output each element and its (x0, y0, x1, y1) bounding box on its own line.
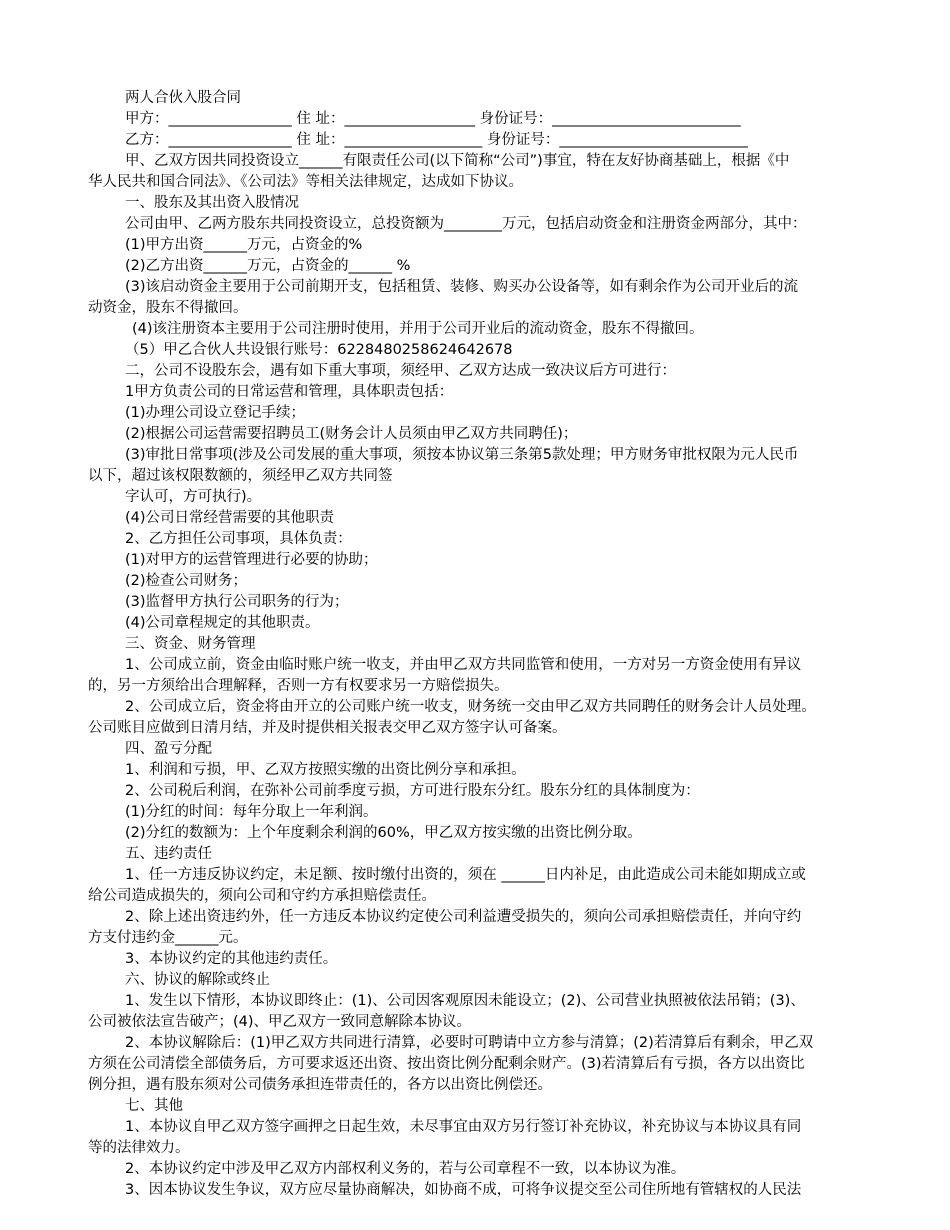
paragraph-line: 1、发生以下情形，本协议即终止：(1)、公司因客观原因未能设立；(2)、公司营业执照被依法吊销；(3)、 (125, 993, 805, 1009)
section-heading-6: 六、协议的解除或终止 (125, 972, 270, 988)
bank-account-line: （5）甲乙合伙人共设银行账号：6228480258624642678 (125, 342, 513, 358)
paragraph-line: 1、任一方违反协议约定，未足额、按时缴付出资的，须在 ______日内补足，由此造成公司未能如期成立或 (125, 867, 806, 883)
paragraph-line: 1、本协议自甲乙双方签字画押之日起生效，未尽事宜由双方另行签订补充协议，补充协议与本协议具有同 (125, 1119, 802, 1135)
paragraph-line: (1)甲方出资______万元，占资金的% (125, 237, 363, 253)
section-heading-2: 二，公司不设股东会，遇有如下重大事项，须经甲、乙双方达成一致决议后方可进行： (125, 363, 676, 379)
section-heading-4: 四、盈亏分配 (125, 741, 212, 757)
paragraph-line: 2、除上述出资违约外，任一方违反本协议约定使公司利益遭受损失的，须向公司承担赔偿责任，并向守约 (125, 909, 802, 925)
paragraph-line: 甲、乙双方因共同投资设立______有限责任公司(以下简称“公司”)事宜，特在友好协商基础上，根据《中 (125, 153, 790, 169)
paragraph-line: 公司由甲、乙两方股东共同投资设立，总投资额为________万元，包括启动资金和注册资金两部分，其中： (125, 216, 807, 232)
paragraph-line: (4)公司日常经营需要的其他职责 (125, 510, 335, 526)
party-b-info-line: 乙方：_________________ 住 址：___________________ 身份证号：__________________________ (125, 132, 748, 148)
paragraph-line: 动资金，股东不得撤回。 (88, 300, 248, 316)
paragraph-line: 2、公司税后利润，在弥补公司前季度亏损，方可进行股东分红。股东分红的具体制度为： (125, 783, 700, 799)
paragraph-line: 的，另一方须给出合理解释，否则一方有权要求另一方赔偿损失。 (88, 678, 509, 694)
paragraph-line: 华人民共和国合同法》、《公司法》等相关法律规定，达成如下协议。 (88, 174, 523, 190)
paragraph-line: 字认可，方可执行)。 (125, 489, 262, 505)
section-heading-7: 七、其他 (125, 1098, 183, 1114)
paragraph-line: 以下，超过该权限数额的，须经甲乙双方共同签 (88, 468, 393, 484)
paragraph-line: (2)分红的数额为：上个年度剩余利润的60%，甲乙双方按实缴的出资比例分取。 (125, 825, 642, 841)
paragraph-line: 公司账目应做到日清月结，并及时提供相关报表交甲乙双方签字认可备案。 (88, 720, 567, 736)
paragraph-line: (2)乙方出资______万元，占资金的______ % (125, 258, 411, 274)
paragraph-line: 例分担，遇有股东须对公司债务承担连带责任的，各方以出资比例偿还。 (88, 1077, 552, 1093)
paragraph-line: 2、本协议约定中涉及甲乙双方内部权利义务的，若与公司章程不一致，以本协议为准。 (125, 1161, 686, 1177)
paragraph-line: (1)分红的时间：每年分取上一年利润。 (125, 804, 378, 820)
paragraph-line: 公司被依法宣告破产；(4)、甲乙双方一致同意解除本协议。 (88, 1014, 472, 1030)
paragraph-line: 2、乙方担任公司事项，具体负责： (125, 531, 352, 547)
paragraph-line: 1甲方负责公司的日常运营和管理，具体职责包括： (125, 384, 454, 400)
paragraph-line: (3)该启动资金主要用于公司前期开支，包括租赁、装修、购买办公设备等，如有剩余作为公司开业后的流 (125, 279, 799, 295)
paragraph-line: 等的法律效力。 (88, 1140, 190, 1156)
paragraph-line: (2)检查公司财务； (125, 573, 248, 589)
section-heading-3: 三、资金、财务管理 (125, 636, 256, 652)
document-title: 两人合伙入股合同 (125, 90, 241, 106)
paragraph-line: 方须在公司清偿全部债务后，方可要求返还出资、按出资比例分配剩余财产。(3)若清算后有亏损，各方以出资比 (88, 1056, 805, 1072)
section-heading-1: 一、股东及其出资入股情况 (125, 195, 299, 211)
paragraph-line: 1、利润和亏损，甲、乙双方按照实缴的出资比例分享和承担。 (125, 762, 526, 778)
paragraph-line: (4)公司章程规定的其他职责。 (125, 615, 320, 631)
paragraph-line: (3)监督甲方执行公司职务的行为； (125, 594, 349, 610)
paragraph-line: (4)该注册资本主要用于公司注册时使用，并用于公司开业后的流动资金，股东不得撤回。 (132, 321, 704, 337)
paragraph-line: 方支付违约金______元。 (88, 930, 248, 946)
paragraph-line: 1、公司成立前，资金由临时账户统一收支，并由甲乙双方共同监管和使用，一方对另一方资金使用有异议 (125, 657, 802, 673)
paragraph-line: 3、本协议约定的其他违约责任。 (125, 951, 338, 967)
paragraph-line: (1)对甲方的运营管理进行必要的协助； (125, 552, 378, 568)
paragraph-line: (2)根据公司运营需要招聘员工(财务会计人员须由甲乙双方共同聘任)； (125, 426, 578, 442)
paragraph-line: (3)审批日常事项(涉及公司发展的重大事项，须按本协议第三条第5款处理；甲方财务审批权限为元人民币 (125, 447, 799, 463)
paragraph-line: 给公司造成损失的，须向公司和守约方承担赔偿责任。 (88, 888, 436, 904)
paragraph-line: (1)办理公司设立登记手续； (125, 405, 306, 421)
paragraph-line: 2、公司成立后，资金将由开立的公司账户统一收支，财务统一交由甲乙双方共同聘任的财务会计人员处理。 (125, 699, 816, 715)
paragraph-line: 2、本协议解除后：(1)甲乙双方共同进行清算，必要时可聘请中立方参与清算；(2)若清算后有剩余，甲乙双 (125, 1035, 814, 1051)
paragraph-line: 3、因本协议发生争议，双方应尽量协商解决，如协商不成，可将争议提交至公司住所地有管辖权的人民法 (125, 1182, 802, 1198)
party-a-info-line: 甲方：_________________ 住 址：__________________ 身份证号：__________________________ (125, 111, 741, 127)
section-heading-5: 五、违约责任 (125, 846, 212, 862)
